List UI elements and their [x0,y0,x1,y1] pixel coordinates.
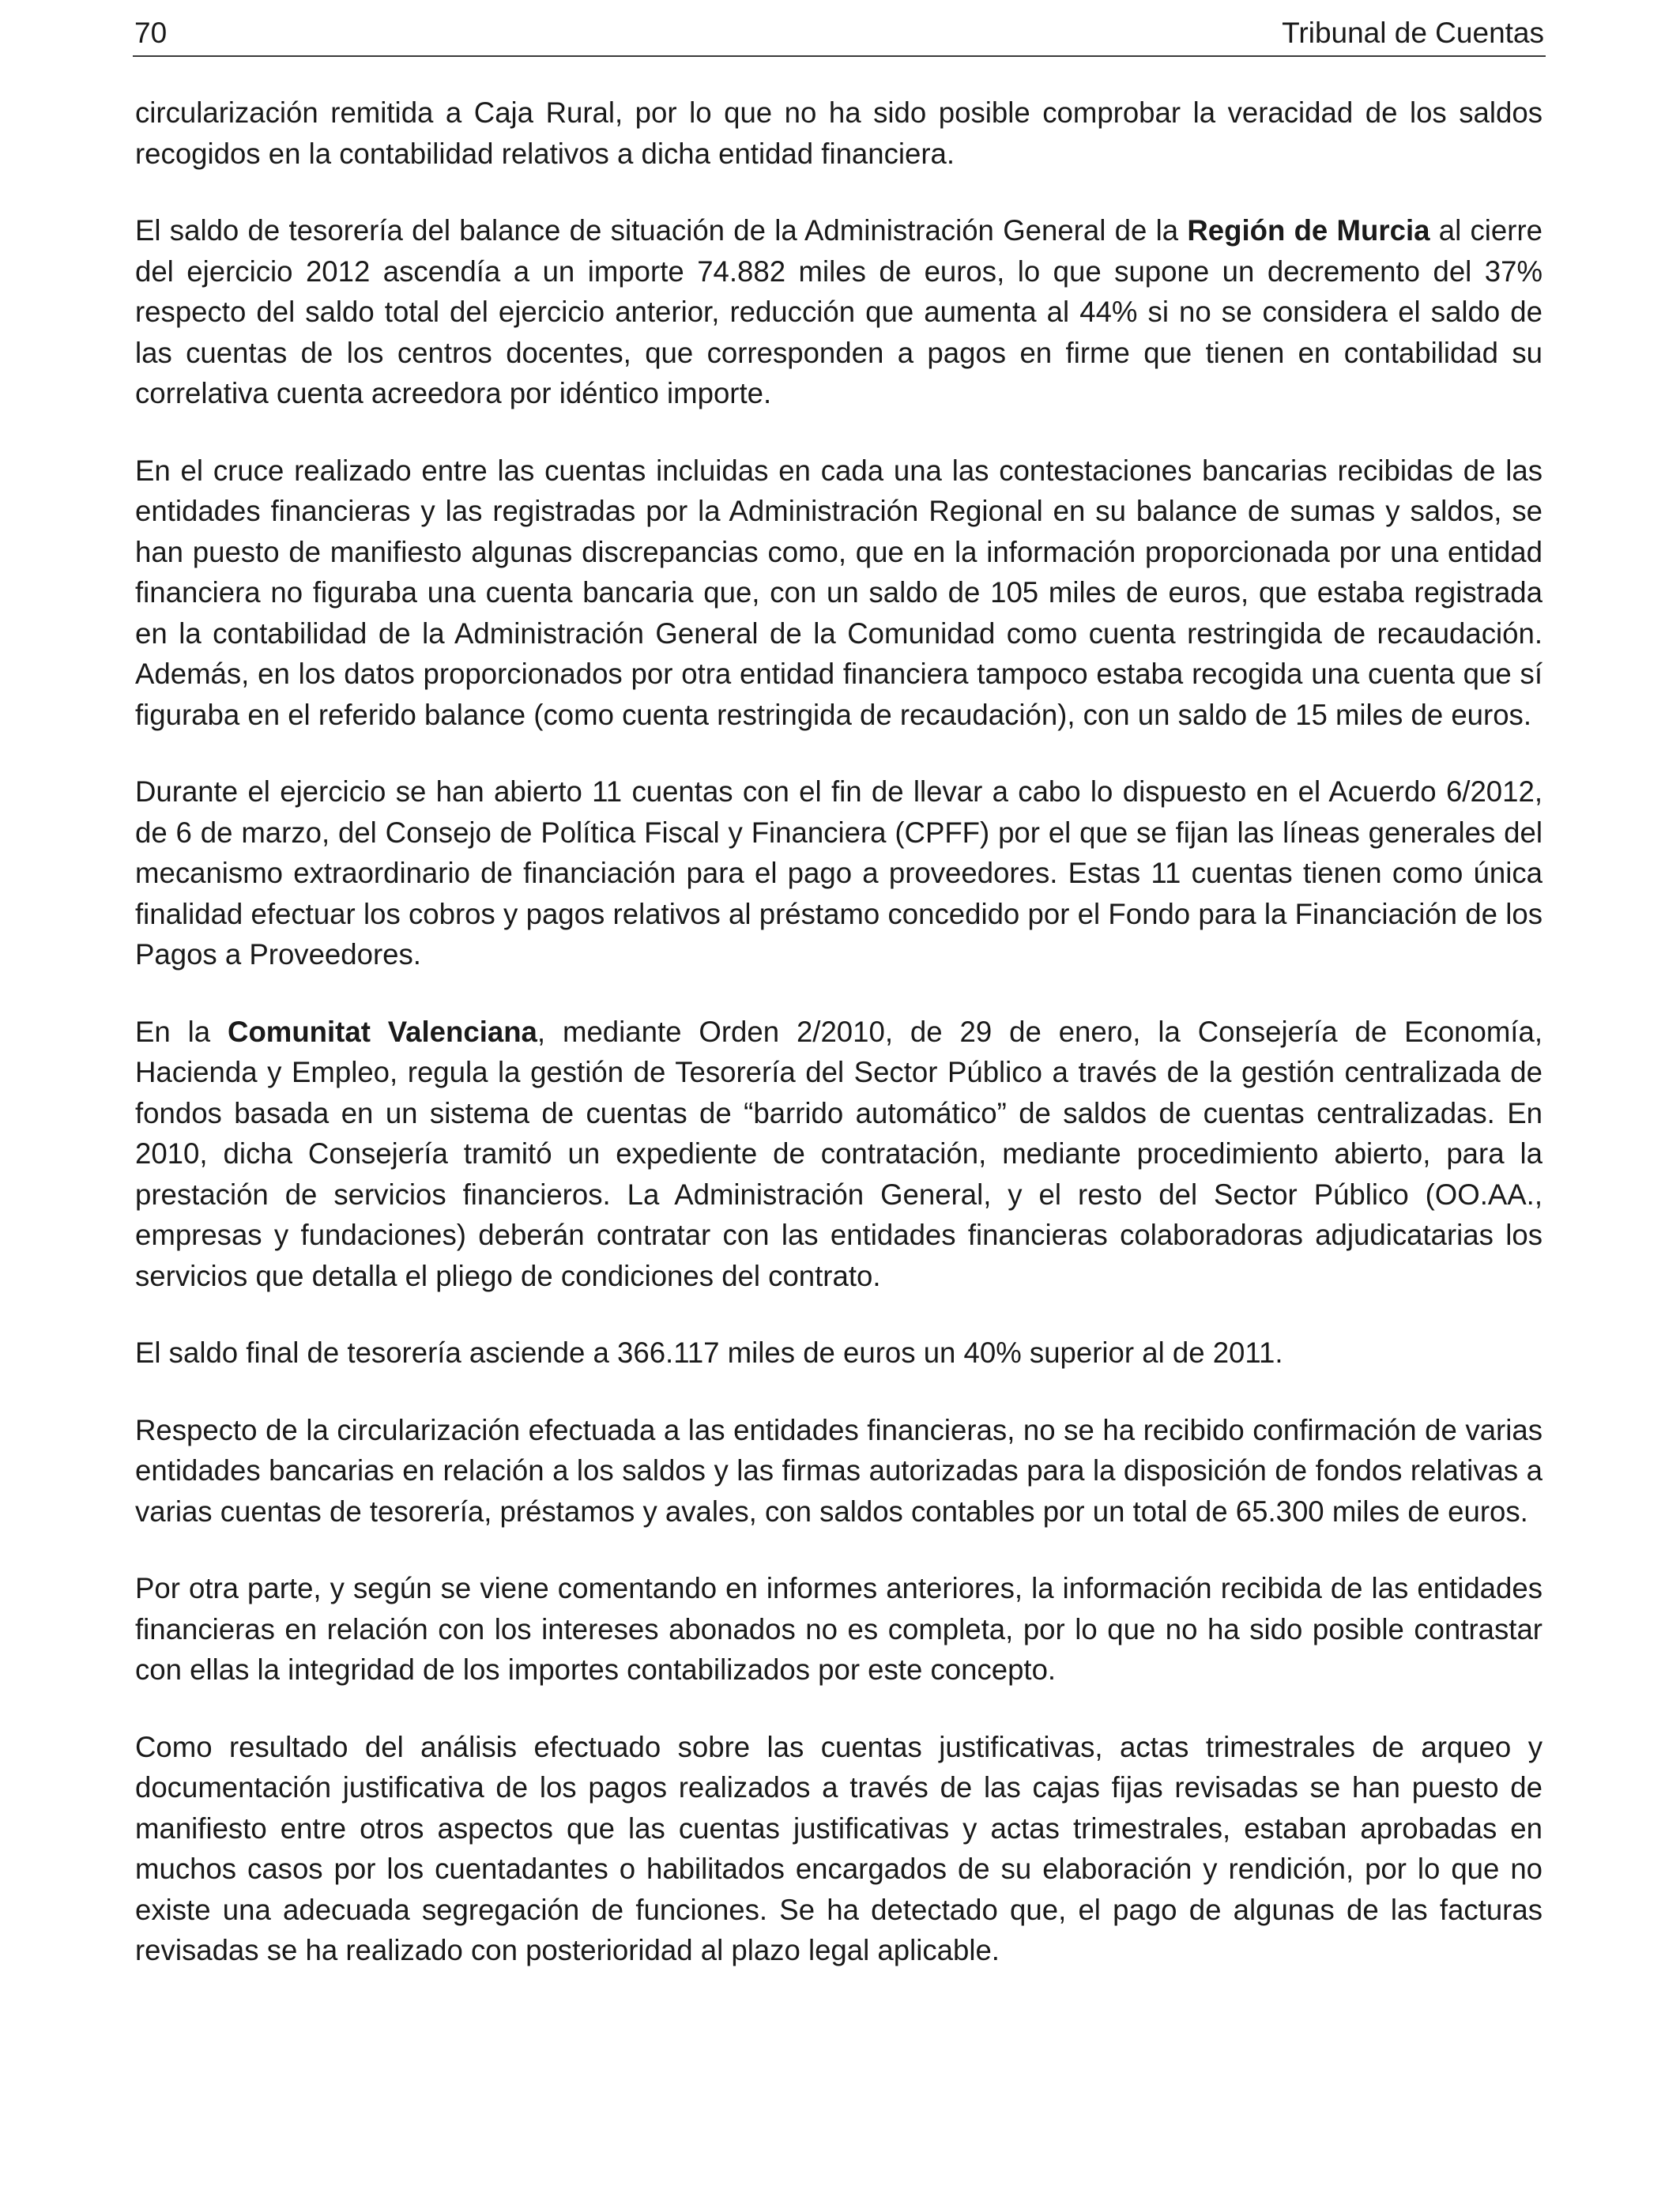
paragraph-text: Respecto de la circularización efectuada a las entidades financieras, no se ha recibido confirmación de varias entidades bancarias en relación a los saldos y las firmas autorizadas para la disposición de fondos relativas a varias cuentas de tesorería, préstamos y avales, con saldos contables por un total de 65.300 miles de euros. [135,1413,1543,1528]
paragraph [135,92,1543,174]
page-number: 70 [134,17,168,49]
paragraph [135,1333,1543,1374]
page-header [133,11,1546,57]
bold-region-name: Región de Murcia [1187,214,1430,247]
paragraph-text: Por otra parte, y según se viene comentando en informes anteriores, la información recibida de las entidades financieras en relación con los intereses abonados no es completa, por lo que no ha sido posible contrastar con ellas la integridad de los importes contabilizados por este concepto. [135,1572,1543,1686]
paragraph-text: El saldo de tesorería del balance de situación de la Administración General de la [135,214,1188,247]
paragraph-text: Como resultado del análisis efectuado sobre las cuentas justificativas, actas trimestrales de arqueo y documentación justificativa de los pagos realizados a través de las cajas fijas revisadas se han puesto de manifiesto entre otros aspectos que las cuentas justificativas y actas trimestrales, estaban aprobadas en muchos casos por los cuentadantes o habilitados encargados de su elaboración y rendición, por lo que no existe una adecuada segregación de funciones. Se ha detectado que, el pago de algunas de las facturas revisadas se ha realizado con posterioridad al plazo legal aplicable. [135,1730,1543,1966]
paragraph-text: El saldo final de tesorería asciende a 366.117 miles de euros un 40% superior al de 2011. [135,1336,1283,1369]
paragraph [135,450,1543,736]
paragraph [135,1727,1543,1971]
paragraph [135,1012,1543,1297]
paragraph-text: En la [135,1015,228,1048]
paragraph-text: circularización remitida a Caja Rural, por lo que no ha sido posible comprobar la veracidad de los saldos recogidos en la contabilidad relativos a dicha entidad financiera. [135,96,1543,170]
header-title: Tribunal de Cuentas [1282,17,1544,49]
paragraph [135,771,1543,975]
paragraph-text: , mediante Orden 2/2010, de 29 de enero, la Consejería de Economía, Hacienda y Empleo, regula la gestión de Tesorería del Sector Público a través de la gestión centralizada de fondos basada en un sistema de cuentas de “barrido automático” de saldos de cuentas centralizadas. En 2010, dicha Consejería tramitó un expediente de contratación, mediante procedimiento abierto, para la prestación de servicios financieros. La Administración General, y el resto del Sector Público (OO.AA., empresas y fundaciones) deberán contratar con las entidades financieras colaboradoras adjudicatarias los servicios que detalla el pliego de condiciones del contrato. [135,1015,1543,1292]
paragraph-text: En el cruce realizado entre las cuentas incluidas en cada una las contestaciones bancarias recibidas de las entidades financieras y las registradas por la Administración Regional en su balance de sumas y saldos, se han puesto de manifiesto algunas discrepancias como, que en la información proporcionada por una entidad financiera no figuraba una cuenta bancaria que, con un saldo de 105 miles de euros, que estaba registrada en la contabilidad de la Administración General de la Comunidad como cuenta restringida de recaudación. Además, en los datos proporcionados por otra entidad financiera tampoco estaba recogida una cuenta que sí figuraba en el referido balance (como cuenta restringida de recaudación), con un saldo de 15 miles de euros. [135,454,1543,731]
paragraph [135,1410,1543,1532]
document-body [135,92,1543,1971]
bold-region-name: Comunitat Valenciana [228,1015,537,1048]
paragraph [135,210,1543,414]
paragraph [135,1568,1543,1691]
paragraph-text: Durante el ejercicio se han abierto 11 cuentas con el fin de llevar a cabo lo dispuesto en el Acuerdo 6/2012, de 6 de marzo, del Consejo de Política Fiscal y Financiera (CPFF) por el que se fijan las líneas generales del mecanismo extraordinario de financiación para el pago a proveedores. Estas 11 cuentas tienen como única finalidad efectuar los cobros y pagos relativos al préstamo concedido por el Fondo para la Financiación de los Pagos a Proveedores. [135,775,1543,971]
paragraph-text: al cierre del ejercicio 2012 ascendía a un importe 74.882 miles de euros, lo que supone un decremento del 37% respecto del saldo total del ejercicio anterior, reducción que aumenta al 44% si no se considera el saldo de las cuentas de los centros docentes, que corresponden a pagos en firme que tienen en contabilidad su correlativa cuenta acreedora por idéntico importe. [135,214,1543,409]
